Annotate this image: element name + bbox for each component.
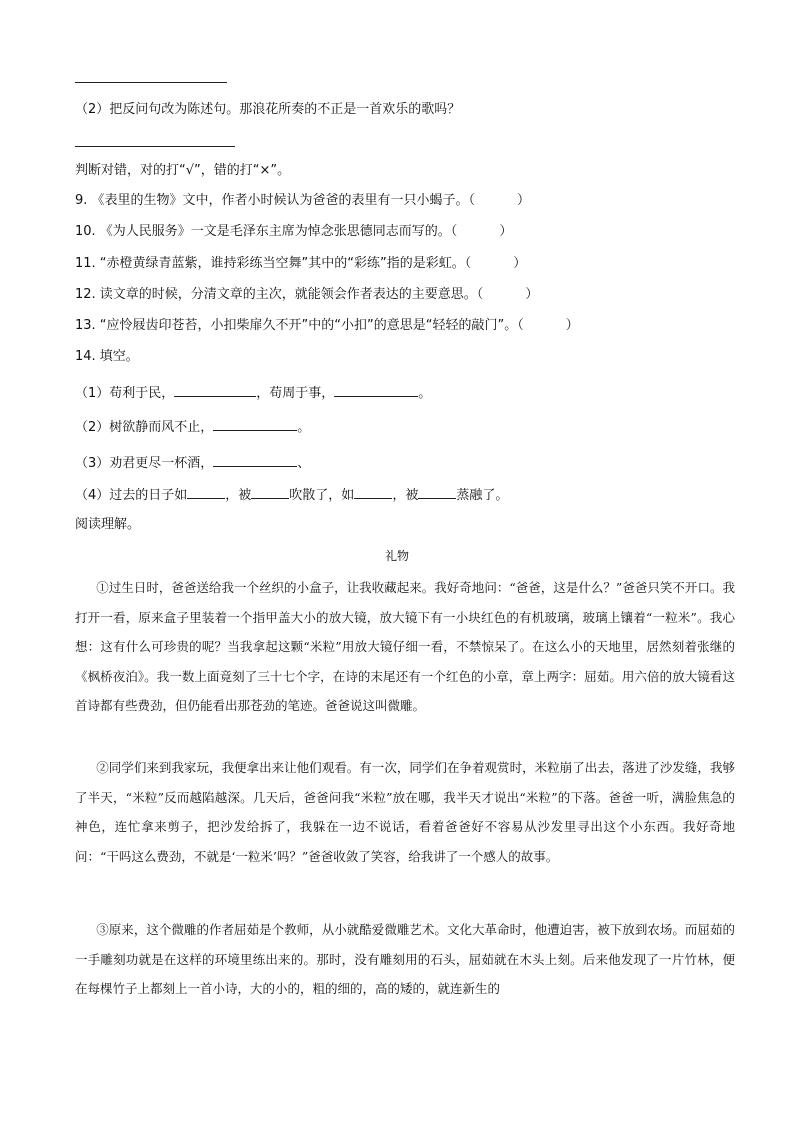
article-paragraph-1: ①过生日时，爸爸送给我一个丝织的小盒子，让我收藏起来。我好奇地问：“爸爸，这是什么？”爸爸只笑不开口。我打开一看，原来盒子里装着一个指甲盖大小的放大镜，放大镜下有一小块红色的有机玻璃，玻璃上镶着“一粒米”。我心想：这有什么可珍贵的呢？当我拿起这颗“米粒”用放大镜仔细一看，不禁惊呆了。在这么小的天地里，居然刻着张继的《枫桥夜泊》。我一数上面竟刻了三十七个字，在诗的末尾还有一个红色的小章，章上两字：屈茹。用六倍的放大镜看这首诗都有些费劲，但仍能看出那苍劲的笔迹。爸爸说这叫微雕。: [75, 580, 735, 714]
judge-item-13: 13. “应怜屐齿印苍苔，小扣柴扉久不开”中的“小扣”的意思是“轻轻的敲门”。（ ）: [75, 318, 579, 333]
answer-line-q8-2: [75, 146, 235, 147]
article-paragraph-2: ②同学们来到我家玩，我便拿出来让他们观看。有一次，同学们在争着观赏时，米粒崩了出去，落进了沙发缝，我够了半天，“米粒”反而越陷越深。几天后，爸爸问我“米粒”放在哪，我半天才说出“米粒”的下落。爸爸一听，满脸焦急的神色，连忙拿来剪子，把沙发给拆了，我躲在一边不说话，看着爸爸好不容易从沙发里寻出这个小东西。我好奇地问：“干吗这么费劲，不就是‘一粒米’吗？”爸爸收敛了笑容，给我讲了一个感人的故事。: [75, 760, 735, 864]
fill-section-header: 14. 填空。: [75, 349, 139, 364]
judge-item-10: 10. 《为人民服务》一文是毛泽东主席为悼念张思德同志而写的。（ ）: [75, 224, 513, 239]
fill-item-1: （1）苟利于民， ，苟周于事， 。: [75, 382, 431, 403]
fill-blank[interactable]: [213, 452, 297, 467]
judge-item-text: 11. “赤橙黄绿青蓝紫，谁持彩练当空舞”其中的“彩练”指的是彩虹。（: [75, 256, 472, 271]
reading-section-header: 阅读理解。: [75, 517, 141, 532]
fill-blank[interactable]: [187, 484, 225, 499]
judge-item-9: 9. 《表里的生物》文中，作者小时候认为爸爸的表里有一只小蝎子。（ ）: [75, 193, 531, 208]
fill-blank[interactable]: [213, 416, 297, 431]
fill-item-3: （3）劝君更尽一杯酒， 、: [75, 452, 310, 473]
judge-item-text: 9. 《表里的生物》文中，作者小时候认为爸爸的表里有一只小蝎子。（: [75, 193, 476, 208]
article-title: 礼物: [384, 549, 409, 563]
fill-blank[interactable]: [174, 382, 256, 397]
judge-item-11: 11. “赤橙黄绿青蓝紫，谁持彩练当空舞”其中的“彩练”指的是彩虹。（ ）: [75, 256, 527, 271]
article-paragraph-3: ③原来，这个微雕的作者屈茹是个教师，从小就酷爱微雕艺术。文化大革命时，他遭迫害，被下放到农场。而屈茹的一手雕刻功就是在这样的环境里练出来的。那时，没有雕刻用的石头，屈茹就在木头上刻。后来他发现了一片竹林，便在每棵竹子上都刻上一首小诗，大的小的，粗的细的，高的矮的，就连新生的: [75, 922, 735, 997]
judge-item-text: 10. 《为人民服务》一文是毛泽东主席为悼念张思德同志而写的。（: [75, 224, 458, 239]
judge-item-text: 12. 读文章的时候，分清文章的主次，就能领会作者表达的主要意思。（: [75, 287, 484, 302]
fill-blank[interactable]: [251, 484, 289, 499]
fill-blank[interactable]: [418, 484, 456, 499]
answer-line-q8-1: [75, 82, 227, 83]
question-q8-part2: （2）把反问句改为陈述句。那浪花所奏的不正是一首欢乐的歌吗？: [75, 102, 461, 117]
judge-item-text: 13. “应怜屐齿印苍苔，小扣柴扉久不开”中的“小扣”的意思是“轻轻的敲门”。（: [75, 318, 524, 333]
fill-item-2: （2）树欲静而风不止， 。: [75, 416, 310, 437]
fill-blank[interactable]: [354, 484, 392, 499]
fill-item-4: （4）过去的日子如 ，被 吹散了，如 ，被 蒸融了。: [75, 484, 508, 505]
judge-section-header: 判断对错，对的打“√”，错的打“×”。: [75, 163, 291, 178]
judge-item-12: 12. 读文章的时候，分清文章的主次，就能领会作者表达的主要意思。（ ）: [75, 287, 539, 302]
fill-blank[interactable]: [334, 382, 418, 397]
